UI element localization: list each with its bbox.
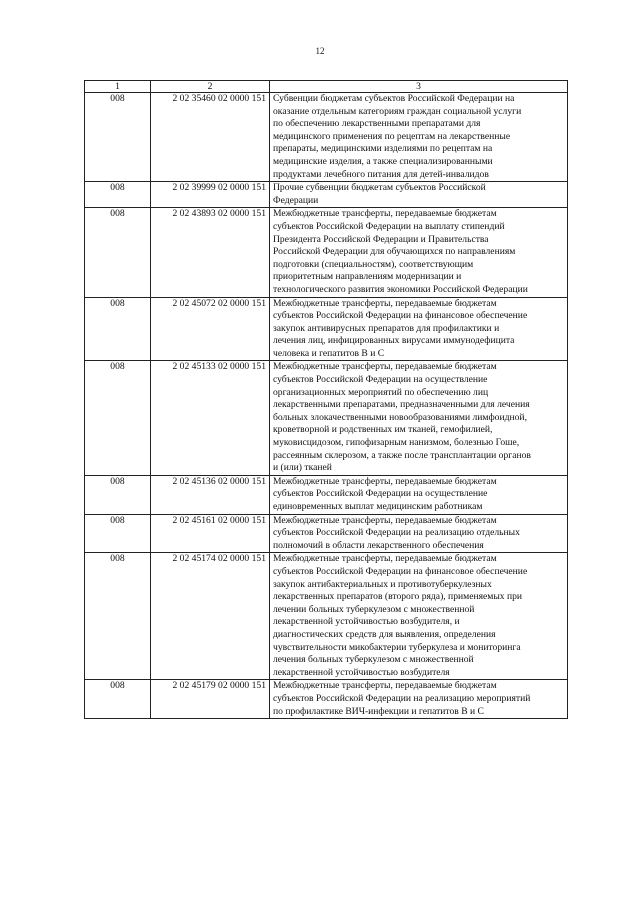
description-line: Субвенции бюджетам субъектов Российской Федерации на	[273, 93, 515, 104]
description-line: медицинские изделия, а также специализированными	[273, 155, 493, 167]
table-row	[85, 93, 568, 182]
description-line: лечения лиц, инфицированных вирусами иммунодефицита	[273, 335, 515, 347]
table-row	[85, 297, 568, 361]
description-cell	[270, 182, 568, 208]
description-cell	[270, 553, 568, 680]
description-line: субъектов Российской Федерации на реализацию отдельных	[273, 527, 520, 539]
budget-code-cell: 2 02 39999 02 0000 151	[151, 182, 270, 208]
table-row	[85, 475, 568, 514]
description-line: субъектов Российской Федерации на финансовое обеспечение	[273, 310, 528, 322]
admin-code-cell: 008	[85, 182, 151, 208]
description-line: диагностических средств для выявления, определения	[273, 628, 496, 640]
description-line: рассеянным склерозом, а также после трансплантации органов	[273, 449, 531, 461]
page-number: 12	[315, 46, 325, 56]
description-line: субъектов Российской Федерации на финансовое обеспечение	[273, 565, 528, 577]
admin-code-cell: 008	[85, 208, 151, 297]
table-row	[85, 514, 568, 553]
admin-code-cell: 008	[85, 475, 151, 514]
description-line: Российской Федерации для обучающихся по направлениям	[273, 246, 516, 258]
description-line: Межбюджетные трансферты, передаваемые бюджетам	[273, 208, 497, 220]
table-row	[85, 361, 568, 475]
admin-code-cell: 008	[85, 553, 151, 680]
budget-code-cell: 2 02 43893 02 0000 151	[151, 208, 270, 297]
budget-classification-table	[84, 80, 568, 719]
column-header-2: 2	[151, 81, 270, 93]
admin-code-cell: 008	[85, 297, 151, 361]
budget-code-cell: 2 02 45136 02 0000 151	[151, 475, 270, 514]
budget-code-cell: 2 02 45072 02 0000 151	[151, 297, 270, 361]
table-row	[85, 182, 568, 208]
description-line: Межбюджетные трансферты, передаваемые бюджетам	[273, 514, 497, 526]
description-line: по профилактике ВИЧ-инфекции и гепатитов В и С	[273, 705, 484, 717]
description-line: Межбюджетные трансферты, передаваемые бюджетам	[273, 553, 497, 565]
description-line: Межбюджетные трансферты, передаваемые бюджетам	[273, 297, 497, 309]
description-line: Межбюджетные трансферты, передаваемые бюджетам	[273, 475, 497, 487]
description-line: лечения больных туберкулезом с множественной	[273, 654, 474, 666]
description-line: закупок антивирусных препаратов для профилактики и	[273, 322, 500, 334]
budget-code-cell: 2 02 45174 02 0000 151	[151, 553, 270, 680]
description-cell	[270, 297, 568, 361]
description-line: человека и гепатитов В и С	[273, 347, 385, 359]
description-cell	[270, 93, 568, 182]
description-line: Межбюджетные трансферты, передаваемые бюджетам	[273, 361, 497, 373]
table-row	[85, 208, 568, 297]
description-line: Федерации	[273, 194, 319, 206]
description-line: больных злокачественными новообразованиями лимфоидной,	[273, 411, 527, 423]
description-line: лечении больных туберкулезом с множественной	[273, 603, 475, 615]
description-line: препараты, медицинскими изделиями по рецептам на	[273, 143, 493, 155]
description-line: кроветворной и родственных им тканей, гемофилией,	[273, 424, 493, 436]
description-line: лекарственными препаратами, предназначенными для лечения	[273, 399, 530, 411]
table-row	[85, 680, 568, 719]
description-line: муковисцидозом, гипофизарным нанизмом, болезнью Гоше,	[273, 437, 520, 449]
budget-code-cell: 2 02 35460 02 0000 151	[151, 93, 270, 182]
description-line: организационных мероприятий по обеспечению лиц	[273, 386, 489, 398]
description-line: Президента Российской Федерации и Правительства	[273, 233, 489, 245]
description-line: подготовки (специальностям), соответствующим	[273, 258, 474, 270]
description-line: полномочий в области лекарственного обеспечения	[273, 539, 484, 551]
description-line: Межбюджетные трансферты, передаваемые бюджетам	[273, 680, 497, 692]
description-line: субъектов Российской Федерации на осуществление	[273, 374, 488, 386]
admin-code-cell: 008	[85, 514, 151, 553]
description-line: продуктами лечебного питания для детей-инвалидов	[273, 168, 489, 180]
description-line: субъектов Российской Федерации на выплату стипендий	[273, 220, 505, 232]
description-line: лекарственных препаратов (второго ряда), применяемых при	[273, 591, 523, 603]
description-line: единовременных выплат медицинским работникам	[273, 501, 483, 512]
description-cell	[270, 475, 568, 514]
table-header-row	[85, 81, 568, 93]
admin-code-cell: 008	[85, 680, 151, 719]
budget-code-cell: 2 02 45179 02 0000 151	[151, 680, 270, 719]
description-cell	[270, 680, 568, 719]
description-cell	[270, 514, 568, 553]
description-line: и (или) тканей	[273, 462, 332, 474]
description-line: Прочие субвенции бюджетам субъектов Российской	[273, 182, 486, 194]
description-line: приоритетным направлениям модернизации и	[273, 271, 462, 283]
admin-code-cell: 008	[85, 93, 151, 182]
description-line: субъектов Российской Федерации на реализацию мероприятий	[273, 692, 531, 704]
admin-code-cell: 008	[85, 361, 151, 475]
description-line: субъектов Российской Федерации на осуществление	[273, 488, 488, 500]
description-line: оказание отдельным категориям граждан социальной услуги	[273, 105, 522, 117]
column-header-1: 1	[85, 81, 151, 93]
table-body	[85, 93, 568, 719]
description-line: медицинского применения по рецептам на лекарственные	[273, 130, 511, 142]
description-line: лекарственной устойчивостью возбудителя, и	[273, 616, 460, 628]
description-cell	[270, 361, 568, 475]
description-line: закупок антибактериальных и противотуберкулезных	[273, 578, 492, 590]
description-line: лекарственной устойчивостью возбудителя	[273, 666, 450, 678]
table-row	[85, 553, 568, 680]
description-line: технологического развития экономики Российской Федерации	[273, 283, 528, 295]
description-cell	[270, 208, 568, 297]
budget-code-cell: 2 02 45161 02 0000 151	[151, 514, 270, 553]
column-header-3: 3	[270, 81, 568, 93]
description-line: по обеспечению лекарственными препаратами для	[273, 118, 481, 130]
description-line: чувствительности микобактерии туберкулеза и мониторинга	[273, 641, 521, 653]
budget-code-cell: 2 02 45133 02 0000 151	[151, 361, 270, 475]
